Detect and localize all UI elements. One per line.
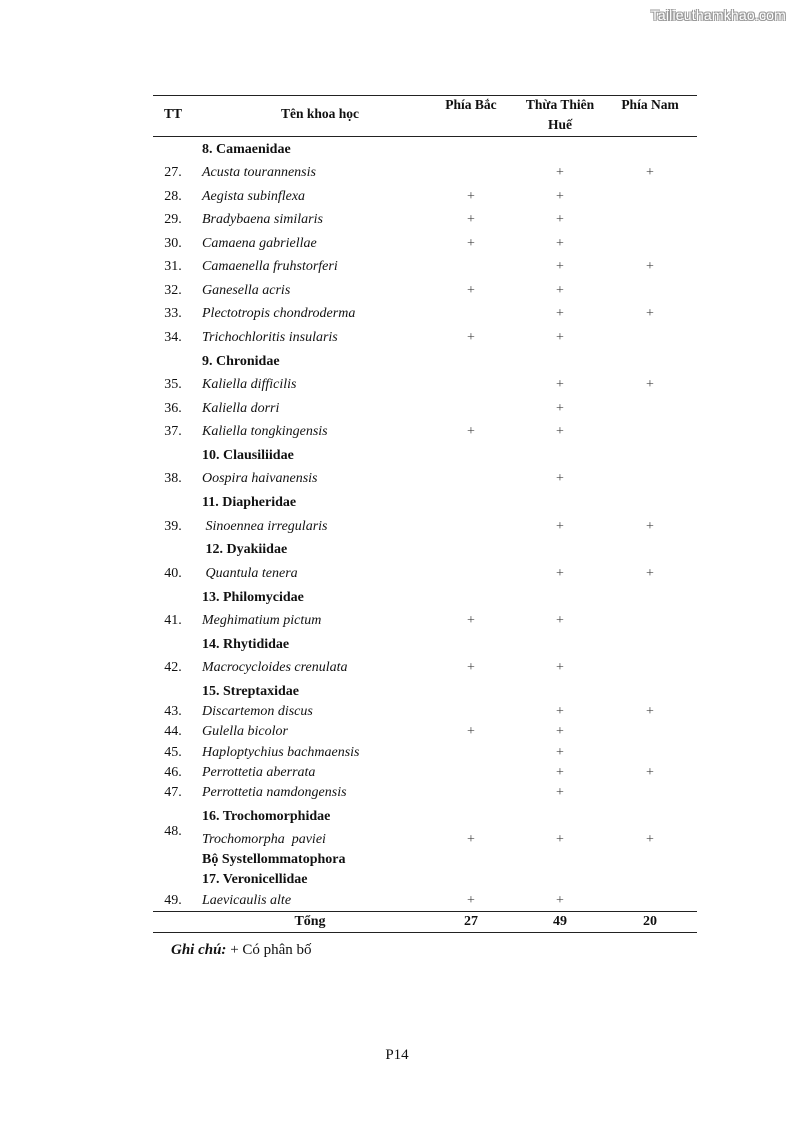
presence-north: + bbox=[467, 893, 475, 908]
family-heading: 15. Streptaxidae bbox=[202, 684, 299, 699]
species-name: Kaliella difficilis bbox=[202, 377, 297, 392]
presence-hue: + bbox=[556, 613, 564, 628]
row-number: 45. bbox=[164, 745, 182, 760]
presence-south: + bbox=[646, 519, 654, 534]
note-label: Ghi chú: bbox=[171, 942, 227, 958]
row-number: 31. bbox=[164, 259, 182, 274]
page-number: P14 bbox=[385, 1047, 409, 1063]
total-top-rule bbox=[153, 911, 697, 912]
row-number: 40. bbox=[164, 566, 182, 581]
header-south: Phía Nam bbox=[621, 97, 679, 112]
row-number: 49. bbox=[164, 893, 182, 908]
presence-south: + bbox=[646, 832, 654, 847]
row-number: 41. bbox=[164, 613, 182, 628]
row-number: 48. bbox=[164, 824, 182, 839]
species-name: Haploptychius bachmaensis bbox=[202, 745, 360, 760]
header-hue-line2: Huế bbox=[547, 117, 572, 132]
row-number: 47. bbox=[164, 785, 182, 800]
species-name: Gulella bicolor bbox=[202, 724, 288, 739]
species-name: Plectotropis chondroderma bbox=[202, 306, 356, 321]
presence-north: + bbox=[467, 724, 475, 739]
presence-north: + bbox=[467, 424, 475, 439]
row-number: 46. bbox=[164, 765, 182, 780]
species-name: Oospira haivanensis bbox=[202, 471, 318, 486]
presence-hue: + bbox=[556, 471, 564, 486]
species-name: Bradybaena similaris bbox=[202, 212, 323, 227]
presence-hue: + bbox=[556, 236, 564, 251]
family-heading: 8. Camaenidae bbox=[202, 142, 291, 157]
species-name: Ganesella acris bbox=[202, 283, 291, 298]
species-name: Kaliella tongkingensis bbox=[202, 424, 328, 439]
table-top-rule bbox=[153, 95, 697, 96]
header-tt: TT bbox=[163, 106, 182, 121]
presence-hue: + bbox=[556, 724, 564, 739]
presence-south: + bbox=[646, 259, 654, 274]
family-heading: 12. Dyakiidae bbox=[202, 542, 288, 557]
row-number: 33. bbox=[164, 306, 182, 321]
species-name: Discartemon discus bbox=[202, 704, 313, 719]
row-number: 44. bbox=[164, 724, 182, 739]
row-number: 34. bbox=[164, 330, 182, 345]
species-name: Trochomorpha paviei bbox=[202, 832, 326, 847]
family-heading: 11. Diapheridae bbox=[202, 495, 297, 510]
presence-hue: + bbox=[556, 212, 564, 227]
row-number: 32. bbox=[164, 283, 182, 298]
presence-north: + bbox=[467, 660, 475, 675]
presence-south: + bbox=[646, 377, 654, 392]
presence-hue: + bbox=[556, 519, 564, 534]
presence-south: + bbox=[646, 765, 654, 780]
presence-hue: + bbox=[556, 832, 564, 847]
species-name: Acusta tourannensis bbox=[202, 165, 316, 180]
presence-south: + bbox=[646, 566, 654, 581]
species-name: Trichochloritis insularis bbox=[202, 330, 338, 345]
family-heading: 10. Clausiliidae bbox=[202, 448, 294, 463]
watermark: Tailieuthamkhao.com bbox=[650, 7, 786, 23]
species-name: Quantula tenera bbox=[202, 566, 298, 581]
presence-hue: + bbox=[556, 401, 564, 416]
row-number: 38. bbox=[164, 471, 182, 486]
presence-north: + bbox=[467, 613, 475, 628]
presence-hue: + bbox=[556, 785, 564, 800]
family-heading: 16. Trochomorphidae bbox=[202, 809, 331, 824]
family-heading: Bộ Systellommatophora bbox=[202, 852, 346, 867]
presence-hue: + bbox=[556, 765, 564, 780]
row-number: 39. bbox=[164, 519, 182, 534]
presence-north: + bbox=[467, 832, 475, 847]
presence-north: + bbox=[467, 212, 475, 227]
species-name: Aegista subinflexa bbox=[202, 189, 306, 204]
family-heading: 14. Rhytididae bbox=[202, 637, 290, 652]
presence-hue: + bbox=[556, 893, 564, 908]
presence-north: + bbox=[467, 283, 475, 298]
header-rule bbox=[153, 136, 697, 137]
row-number: 36. bbox=[164, 401, 182, 416]
presence-hue: + bbox=[556, 189, 564, 204]
presence-hue: + bbox=[556, 424, 564, 439]
presence-south: + bbox=[646, 704, 654, 719]
row-number: 29. bbox=[164, 212, 182, 227]
total-label: Tổng bbox=[294, 914, 326, 929]
row-number: 43. bbox=[164, 704, 182, 719]
presence-hue: + bbox=[556, 566, 564, 581]
species-name: Perrottetia namdongensis bbox=[202, 785, 347, 800]
row-number: 42. bbox=[164, 660, 182, 675]
note-text: + Có phân bố bbox=[226, 942, 312, 958]
presence-hue: + bbox=[556, 377, 564, 392]
species-name: Sinoennea irregularis bbox=[202, 519, 328, 534]
presence-hue: + bbox=[556, 165, 564, 180]
family-heading: 17. Veronicellidae bbox=[202, 872, 308, 887]
total-south: 20 bbox=[643, 914, 657, 929]
presence-south: + bbox=[646, 306, 654, 321]
species-name: Meghimatium pictum bbox=[202, 613, 322, 628]
header-hue-line1: Thừa Thiên bbox=[525, 97, 595, 112]
presence-hue: + bbox=[556, 306, 564, 321]
presence-hue: + bbox=[556, 745, 564, 760]
row-number: 28. bbox=[164, 189, 182, 204]
presence-hue: + bbox=[556, 704, 564, 719]
presence-hue: + bbox=[556, 259, 564, 274]
total-north: 27 bbox=[464, 914, 478, 929]
presence-north: + bbox=[467, 236, 475, 251]
family-heading: 9. Chronidae bbox=[202, 354, 280, 369]
species-name: Camaena gabriellae bbox=[202, 236, 317, 251]
family-heading: 13. Philomycidae bbox=[202, 590, 304, 605]
presence-hue: + bbox=[556, 283, 564, 298]
row-number: 30. bbox=[164, 236, 182, 251]
legend-note bbox=[171, 942, 312, 959]
presence-north: + bbox=[467, 189, 475, 204]
presence-south: + bbox=[646, 165, 654, 180]
species-name: Camaenella fruhstorferi bbox=[202, 259, 338, 274]
row-number: 37. bbox=[164, 424, 182, 439]
species-name: Perrottetia aberrata bbox=[202, 765, 316, 780]
header-north: Phía Bắc bbox=[445, 97, 497, 112]
row-number: 35. bbox=[164, 377, 182, 392]
presence-hue: + bbox=[556, 330, 564, 345]
total-hue: 49 bbox=[553, 914, 567, 929]
presence-hue: + bbox=[556, 660, 564, 675]
header-scientific-name: Tên khoa học bbox=[280, 106, 360, 121]
species-name: Macrocycloides crenulata bbox=[202, 660, 348, 675]
species-name: Laevicaulis alte bbox=[202, 893, 292, 908]
table-bottom-rule bbox=[153, 932, 697, 933]
row-number: 27. bbox=[164, 165, 182, 180]
presence-north: + bbox=[467, 330, 475, 345]
species-name: Kaliella dorri bbox=[202, 401, 280, 416]
